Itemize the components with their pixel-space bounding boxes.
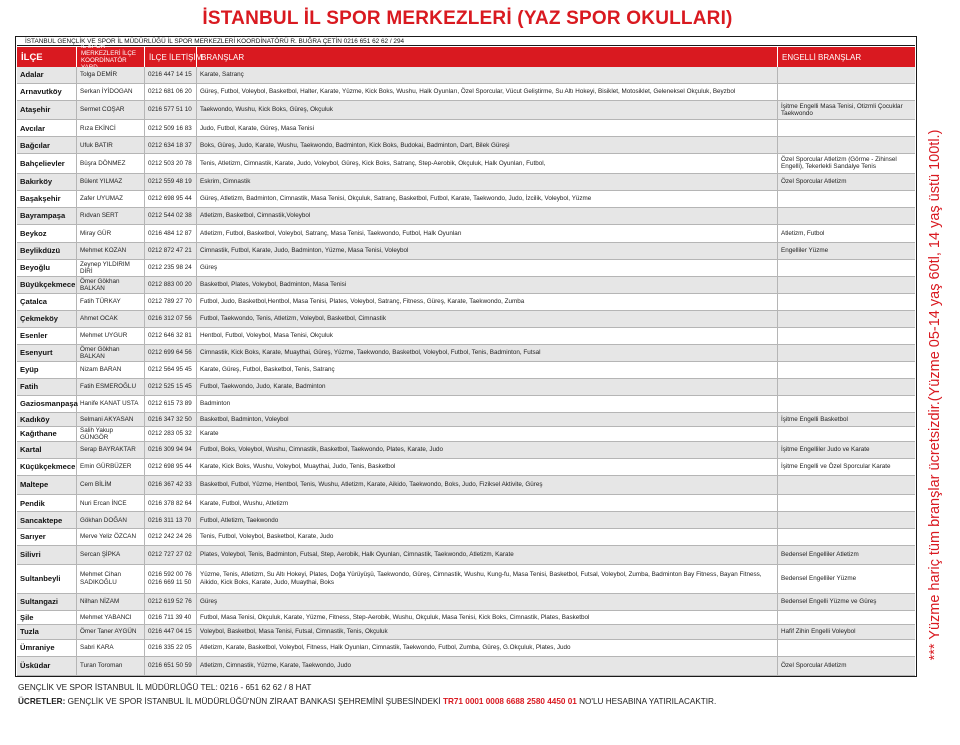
disabled-sports-list: İşitme Engelli Masa Tenisi, Otizmli Çocuklar Taekwondo — [781, 102, 903, 118]
phone-number: 0212 619 52 76 — [145, 594, 197, 610]
disabled-sports-list — [778, 427, 915, 441]
phone-number: 0212 698 95 44 — [145, 459, 197, 475]
district-name: Esenyurt — [17, 345, 77, 361]
coordinator-name: Ömer Taner AYGÜN — [77, 625, 145, 639]
phone-number: 0212 235 98 24 — [145, 260, 197, 276]
footer-contact: GENÇLİK VE SPOR İSTANBUL İL MÜDÜRLÜĞÜ TEL: 0216 - 651 62 62 / 8 HAT — [18, 683, 312, 692]
phone-number: 0216 309 94 94 — [145, 442, 197, 458]
coordinator-name: Hanife KANAT USTA — [77, 396, 145, 412]
fees-tail: NO'LU HESABINA YATIRILACAKTIR. — [576, 697, 717, 706]
district-name: Büyükçekmece — [17, 277, 77, 293]
table-row — [17, 120, 915, 137]
sports-list: Badminton — [197, 396, 778, 412]
sports-list: Basketbol, Badminton, Voleybol — [197, 413, 778, 427]
phone-number: 0212 509 16 83 — [145, 120, 197, 136]
header-ilce: İLÇE — [17, 47, 77, 67]
disabled-sports-list: Bedensel Engelli Yüzme ve Güreş — [781, 597, 877, 605]
table-row — [17, 413, 915, 428]
district-name: Fatih — [17, 379, 77, 395]
disabled-sports-list — [778, 311, 915, 327]
sports-list: Yüzme, Tenis, Atletizm, Su Altı Hokeyi, Plates, Doğa Yürüyüşü, Taekwondo, Güreş, Cimnastik, Wushu, Kung-fu, Masa Tenisi, Basketbol, Futsal, Voleybol, Zumba, Badminton Bay Fitness, Bayan Fitness, Aikido, Kick Boks, Karate, Judo, Muaythai, Boks — [197, 565, 778, 593]
coordinator-name: Gökhan DOĞAN — [77, 512, 145, 528]
coordinator-name: Rıdvan SERT — [77, 208, 145, 224]
sports-list: Atletizm, Basketbol, Cimnastik,Voleybol — [197, 208, 778, 224]
coordinator-name: Emin GÜRBÜZER — [77, 459, 145, 475]
district-name: Ataşehir — [17, 101, 77, 119]
phone-number: 0212 789 27 70 — [145, 294, 197, 310]
table-row — [17, 442, 915, 459]
disabled-sports-list: İşitme Engelliler Judo ve Karate — [781, 446, 870, 454]
header-branslar: BRANŞLAR — [197, 47, 778, 67]
sports-list: Atletizm, Karate, Basketbol, Voleybol, Fitness, Halk Oyunları, Cimnastik, Taekwondo, Futbol, Zumba, Güreş, G.Okçuluk, Plates, Judo — [197, 640, 778, 656]
coordinator-subheader: İSTANBUL GENÇLİK VE SPOR İL MÜDÜRLÜĞÜ İL SPOR MERKEZLERİ KOORDİNATÖRÜ R. BUĞRA ÇETİN 0216 651 62 62 / 294 — [17, 37, 915, 46]
disabled-sports-list — [778, 495, 915, 511]
coordinator-name: Nuri Ercan İNCE — [77, 495, 145, 511]
sports-list: Futbol, Taekwondo, Tenis, Atletizm, Voleybol, Basketbol, Cimnastik — [197, 311, 778, 327]
district-name: Üsküdar — [17, 657, 77, 675]
district-name: Sancaktepe — [17, 512, 77, 528]
district-name: Küçükçekmece — [17, 459, 77, 475]
phone-number: 0216 378 82 64 — [145, 495, 197, 511]
table-row — [17, 260, 915, 277]
sports-list: Güreş — [197, 594, 778, 610]
disabled-sports-list — [778, 84, 915, 100]
coordinator-name: Büşra DÖNMEZ — [77, 154, 145, 172]
coordinator-name: Fatih ESMEROĞLU — [77, 379, 145, 395]
district-name: Esenler — [17, 328, 77, 344]
district-name: Bahçelievler — [17, 154, 77, 172]
table-row — [17, 512, 915, 529]
table-row — [17, 546, 915, 565]
disabled-sports-list: Özel Sporcular Atletizm — [781, 662, 847, 670]
coordinator-name: Salih Yakup GÜNGÖR — [77, 427, 145, 441]
table-row — [17, 640, 915, 657]
coordinator-name: Fatih TÜRKAY — [77, 294, 145, 310]
coordinator-name: Selmani AKYASAN — [77, 413, 145, 427]
sports-list: Judo, Futbol, Karate, Güreş, Masa Tenisi — [197, 120, 778, 136]
coordinator-name: Zafer UYUMAZ — [77, 191, 145, 207]
district-name: Ümraniye — [17, 640, 77, 656]
table-row — [17, 67, 915, 84]
district-name: Kadıköy — [17, 413, 77, 427]
disabled-sports-list: Atletizm, Futbol — [781, 229, 825, 237]
sports-list: Karate, Futbol, Wushu, Atletizm — [197, 495, 778, 511]
phone-number: 0216 367 42 33 — [145, 476, 197, 494]
coordinator-name: Cem BİLİM — [77, 476, 145, 494]
sports-list: Güreş — [197, 260, 778, 276]
disabled-sports-list — [778, 277, 915, 293]
phone-number: 0212 525 15 45 — [145, 379, 197, 395]
phone-number: 0212 698 95 44 — [145, 191, 197, 207]
phone-number: 0216 312 07 56 — [145, 311, 197, 327]
coordinator-name: Serkan İYİDOGAN — [77, 84, 145, 100]
district-name: Başakşehir — [17, 191, 77, 207]
table-row — [17, 294, 915, 311]
district-name: Bayrampaşa — [17, 208, 77, 224]
phone-number: 0212 699 64 56 — [145, 345, 197, 361]
table-row — [17, 243, 915, 260]
sports-list: Boks, Güreş, Judo, Karate, Wushu, Taekwondo, Badminton, Kick Boks, Budokai, Badminton, Dart, Bilek Güreşi — [197, 137, 778, 153]
disabled-sports-list — [778, 67, 915, 83]
district-name: Bağcılar — [17, 137, 77, 153]
table-row — [17, 495, 915, 512]
phone-number: 0216 447 14 15 — [145, 67, 197, 83]
district-name: Sultanbeyli — [17, 565, 77, 593]
disabled-sports-list — [778, 345, 915, 361]
sports-list: Karate, Satranç — [197, 67, 778, 83]
phone-number: 0216 311 13 70 — [145, 512, 197, 528]
table-row — [17, 137, 915, 154]
coordinator-name: Mehmet Cihan SADIKOĞLU — [77, 565, 145, 593]
sports-list: Futbol, Boks, Voleybol, Wushu, Cimnastik, Basketbol, Taekwondo, Plates, Karate, Judo — [197, 442, 778, 458]
phone-number: 0216 711 39 40 — [145, 611, 197, 625]
phone-number: 0212 727 27 02 — [145, 546, 197, 564]
coordinator-name: Merve Yeliz ÖZCAN — [77, 529, 145, 545]
table-header — [17, 43, 915, 67]
coordinator-name: Bülent YILMAZ — [77, 174, 145, 190]
coordinator-name: Turan Toroman — [77, 657, 145, 675]
coordinator-name: Mehmet UYGUR — [77, 328, 145, 344]
disabled-sports-list — [778, 120, 915, 136]
disabled-sports-list — [778, 137, 915, 153]
district-name: Kartal — [17, 442, 77, 458]
header-iletisim: İLÇE İLETİŞİM — [145, 47, 197, 67]
district-name: Tuzla — [17, 625, 77, 639]
table-row — [17, 345, 915, 362]
table-row — [17, 154, 915, 173]
table-row — [17, 657, 915, 676]
disabled-sports-list — [778, 476, 915, 494]
disabled-sports-list: İşitme Engelli ve Özel Sporcular Karate — [781, 463, 891, 471]
sports-list: Futbol, Atletizm, Taekwondo — [197, 512, 778, 528]
disabled-sports-list — [778, 611, 915, 625]
district-name: Sarıyer — [17, 529, 77, 545]
coordinator-name: Nizam BARAN — [77, 362, 145, 378]
sports-list: Eskrim, Cimnastik — [197, 174, 778, 190]
district-name: Şile — [17, 611, 77, 625]
coordinator-name: Ufuk BATIR — [77, 137, 145, 153]
sports-list: Hentbol, Futbol, Voleybol, Masa Tenisi, Okçuluk — [197, 328, 778, 344]
district-name: Beykoz — [17, 225, 77, 243]
table-row — [17, 396, 915, 413]
disabled-sports-list — [778, 260, 915, 276]
table-row — [17, 311, 915, 328]
iban-number: TR71 0001 0008 6688 2580 4450 01 — [442, 697, 577, 706]
sports-list: Cimnastik, Futbol, Karate, Judo, Badminton, Yüzme, Masa Tenisi, Voleybol — [197, 243, 778, 259]
swimming-fee-note: *** Yüzme hariç tüm branşlar ücretsizdir.(Yüzme 05-14 yaş 60tl, 14 yaş üstü 100tl.) — [927, 129, 943, 661]
district-name: Kağıthane — [17, 427, 77, 441]
disabled-sports-list: Bedensel Engelliler Yüzme — [781, 574, 857, 582]
district-name: Eyüp — [17, 362, 77, 378]
district-name: Avcılar — [17, 120, 77, 136]
coordinator-name: Ömer Gökhan BALKAN — [77, 345, 145, 361]
sports-list: Karate — [197, 427, 778, 441]
phone-number: 0216 592 00 76 0216 669 11 50 — [145, 565, 197, 593]
table-row — [17, 427, 915, 442]
table-body — [17, 67, 915, 676]
phone-number: 0212 503 20 78 — [145, 154, 197, 172]
header-engelli-branslar: ENGELLİ BRANŞLAR — [782, 52, 862, 62]
disabled-sports-list — [778, 208, 915, 224]
sports-list: Futbol, Masa Tenisi, Okçuluk, Karate, Yüzme, Fitness, Step-Aerobik, Wushu, Okçuluk, Masa Tenisi, Kick Boks, Cimnastik, Plates, Basketbol — [197, 611, 778, 625]
coordinator-name: Sabri KARA — [77, 640, 145, 656]
phone-number: 0212 544 02 38 — [145, 208, 197, 224]
district-name: Gaziosmanpaşa — [17, 396, 77, 412]
table-row — [17, 625, 915, 640]
disabled-sports-list: Bedensel Engelliler Atletizm — [781, 551, 859, 559]
sports-list: Atletizm, Cimnastik, Yüzme, Karate, Taekwondo, Judo — [197, 657, 778, 675]
disabled-sports-list — [778, 640, 915, 656]
phone-number: 0216 484 12 87 — [145, 225, 197, 243]
coordinator-name: Sercan ŞİPKA — [77, 546, 145, 564]
district-name: Sultangazi — [17, 594, 77, 610]
sports-list: Karate, Kick Boks, Wushu, Voleybol, Muaythai, Judo, Tenis, Basketbol — [197, 459, 778, 475]
table-row — [17, 328, 915, 345]
sports-list: Atletizm, Futbol, Basketbol, Voleybol, Satranç, Masa Tenisi, Taekwondo, Futbol, Halk Oyunları — [197, 225, 778, 243]
sports-list: Basketbol, Plates, Voleybol, Badminton, Masa Tenisi — [197, 277, 778, 293]
disabled-sports-list — [778, 294, 915, 310]
disabled-sports-list — [778, 512, 915, 528]
coordinator-name: Ömer Gökhan BALKAN — [77, 277, 145, 293]
coordinator-name: Ahmet OCAK — [77, 311, 145, 327]
sports-list: Tenis, Atletizm, Cimnastik, Karate, Judo, Voleybol, Güreş, Kick Boks, Satranç, Step-Aerobik, Okçuluk, Halk Oyunları, Futbol, — [197, 154, 778, 172]
table-row — [17, 529, 915, 546]
sports-list: Karate, Güreş, Futbol, Basketbol, Tenis, Satranç — [197, 362, 778, 378]
phone-number: 0212 646 32 81 — [145, 328, 197, 344]
disabled-sports-list: Özel Sporcular Atletizm (Görme - Zihinsel Engelli), Tekerlekli Sandalye Tenis — [781, 156, 897, 171]
phone-number: 0212 615 73 89 — [145, 396, 197, 412]
sports-list: Futbol, Taekwondo, Judo, Karate, Badminton — [197, 379, 778, 395]
coordinator-name: Tolga DEMİR — [77, 67, 145, 83]
disabled-sports-list — [778, 529, 915, 545]
table-row — [17, 459, 915, 476]
sports-list: Taekwondo, Wushu, Kick Boks, Güreş, Okçuluk — [197, 101, 778, 119]
coordinator-name: Nilhan NİZAM — [77, 594, 145, 610]
sports-list: Plates, Voleybol, Tenis, Badminton, Futsal, Step, Aerobik, Halk Oyunları, Cimnastik, Taekwondo, Atletizm, Karate — [197, 546, 778, 564]
disabled-sports-list: İşitme Engelli Basketbol — [781, 415, 848, 423]
disabled-sports-list — [778, 396, 915, 412]
table-row — [17, 225, 915, 244]
table-row — [17, 174, 915, 191]
sports-list: Voleybol, Basketbol, Masa Tenisi, Futsal, Cimnastik, Tenis, Okçuluk — [197, 625, 778, 639]
footer-fees — [18, 697, 716, 706]
phone-number: 0212 634 18 37 — [145, 137, 197, 153]
district-name: Çekmeköy — [17, 311, 77, 327]
coordinator-name: Sermet COŞAR — [77, 101, 145, 119]
phone-number: 0212 242 24 26 — [145, 529, 197, 545]
disabled-sports-list — [778, 191, 915, 207]
disabled-sports-list — [778, 362, 915, 378]
sports-list: Güreş, Futbol, Voleybol, Basketbol, Halter, Karate, Yüzme, Kick Boks, Wushu, Halk Oyunları, Özel Sporcular, Vücut Geliştirme, Su Altı Hokeyi, Bisiklet, Motosiklet, Geleneksel Okçuluk, Beyzbol — [197, 84, 778, 100]
disabled-sports-list: Özel Sporcular Atletizm — [781, 177, 847, 185]
phone-number: 0212 283 05 32 — [145, 427, 197, 441]
table-row — [17, 101, 915, 120]
phone-number: 0216 335 22 05 — [145, 640, 197, 656]
coordinator-name: Mehmet KOZAN — [77, 243, 145, 259]
disabled-sports-list — [778, 328, 915, 344]
district-name: Arnavutköy — [17, 84, 77, 100]
district-name: Adalar — [17, 67, 77, 83]
phone-number: 0212 883 00 20 — [145, 277, 197, 293]
table-row — [17, 476, 915, 495]
sports-list: Basketbol, Futbol, Yüzme, Hentbol, Tenis, Wushu, Atletizm, Karate, Aikido, Taekwondo, Boks, Judo, Fiziksel Aktivite, Güreş — [197, 476, 778, 494]
sports-list: Tenis, Futbol, Voleybol, Basketbol, Karate, Judo — [197, 529, 778, 545]
phone-number: 0216 577 51 10 — [145, 101, 197, 119]
district-name: Pendik — [17, 495, 77, 511]
phone-number: 0212 872 47 21 — [145, 243, 197, 259]
phone-number: 0212 559 48 19 — [145, 174, 197, 190]
district-name: Maltepe — [17, 476, 77, 494]
fees-label: ÜCRETLER: — [18, 697, 66, 706]
district-name: Çatalca — [17, 294, 77, 310]
disabled-sports-list — [778, 379, 915, 395]
fees-text: GENÇLİK VE SPOR İSTANBUL İL MÜDÜRLÜĞÜ'NÜN ZİRAAT BANKASI ŞEHREMİNİ ŞUBESİNDEKİ — [65, 697, 443, 706]
sports-list: Güreş, Atletizm, Badminton, Cimnastik, Masa Tenisi, Okçuluk, Satranç, Basketbol, Futbol, Karate, Taekwondo, Judo, İzcilik, Voleybol, Yüzme — [197, 191, 778, 207]
table-row — [17, 565, 915, 594]
table-row — [17, 277, 915, 294]
table-row — [17, 208, 915, 225]
district-name: Silivri — [17, 546, 77, 564]
phone-number: 0216 447 04 15 — [145, 625, 197, 639]
sports-list: Futbol, Judo, Basketbol,Hentbol, Masa Tenisi, Plates, Voleybol, Satranç, Fitness, Güreş, Karate, Taekwondo, Zumba — [197, 294, 778, 310]
sports-list: Cimnastik, Kick Boks, Karate, Muaythai, Güreş, Yüzme, Taekwondo, Basketbol, Voleybol, Futbol, Tenis, Badminton, Futsal — [197, 345, 778, 361]
phone-number: 0216 347 32 50 — [145, 413, 197, 427]
district-name: Bakırköy — [17, 174, 77, 190]
phone-number: 0212 681 06 20 — [145, 84, 197, 100]
coordinator-name: Serap BAYRAKTAR — [77, 442, 145, 458]
page-title: İSTANBUL İL SPOR MERKEZLERİ (YAZ SPOR OKULLARI) — [202, 8, 733, 29]
header-coordinator: İL SPOR MERKEZLERİ İLÇE KOORDİNATÖR — [77, 47, 145, 67]
table-row — [17, 379, 915, 396]
table-row — [17, 84, 915, 101]
phone-number: 0216 651 50 59 — [145, 657, 197, 675]
coordinator-name: Zeynep YILDIRIM DİRİ — [77, 260, 145, 276]
table-row — [17, 594, 915, 611]
phone-number: 0212 564 95 45 — [145, 362, 197, 378]
disabled-sports-list: Hafif Zihin Engelli Voleybol — [781, 628, 856, 636]
table-row — [17, 191, 915, 208]
coordinator-name: Mehmet YABANCI — [77, 611, 145, 625]
district-name: Beyoğlu — [17, 260, 77, 276]
coordinator-name: Rıza EKİNCİ — [77, 120, 145, 136]
table-row — [17, 362, 915, 379]
coordinator-name: Miray GÜR — [77, 225, 145, 243]
table-row — [17, 611, 915, 626]
district-name: Beylikdüzü — [17, 243, 77, 259]
disabled-sports-list: Engelliler Yüzme — [781, 247, 829, 255]
